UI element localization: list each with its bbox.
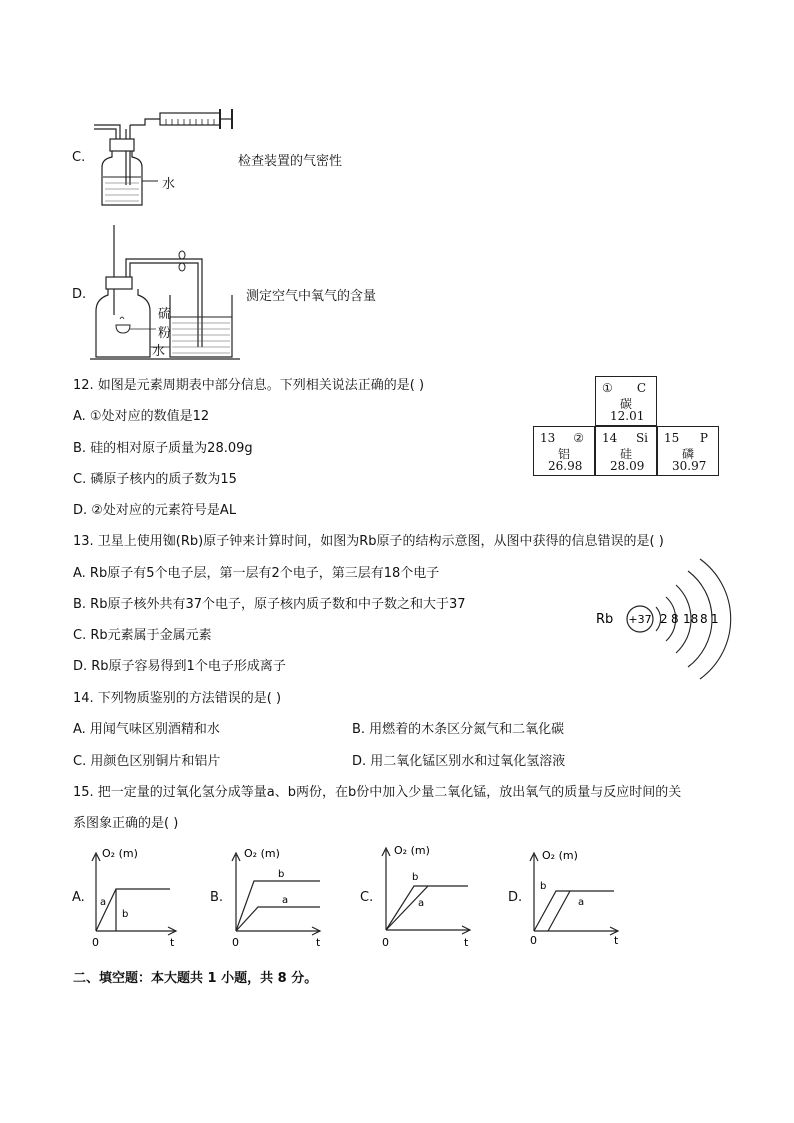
periodic-cell-phosphorus — [657, 426, 719, 476]
powder-label: 粉 — [158, 326, 172, 341]
cell-name: 铝 — [558, 447, 571, 461]
graph-a-letter[interactable]: A. — [72, 890, 85, 905]
q13-option-c[interactable]: C. Rb元素属于金属元素 — [73, 628, 212, 643]
oxygen-measurement-apparatus-figure — [90, 225, 250, 365]
question-15-stem-line2: 系图象正确的是( ) — [73, 816, 179, 831]
sulfur-label: 硫 — [158, 307, 172, 322]
q12-option-c[interactable]: C. 磷原子核内的质子数为15 — [73, 472, 237, 487]
graph-c-curve-b — [386, 886, 468, 930]
cell-symbol: ② — [573, 431, 584, 445]
q14-option-c[interactable]: C. 用颜色区别铜片和铝片 — [73, 754, 221, 769]
q12-option-a[interactable]: A. ①处对应的数值是12 — [73, 409, 210, 424]
option-letter-c: C. — [72, 150, 86, 165]
shell-5-count: 1 — [711, 612, 719, 626]
graph-a-label-a: a — [100, 897, 107, 908]
graph-d-origin: 0 — [530, 934, 537, 947]
graph-a-xlabel: t — [170, 936, 175, 949]
cell-symbol: C — [636, 381, 646, 395]
question-15-stem-line1: 15. 把一定量的过氧化氢分成等量a、b两份，在b份中加入少量二氧化锰，放出氧气的质量与反应时间的关 — [73, 785, 682, 800]
cell-number: 14 — [602, 431, 618, 445]
q14-option-d[interactable]: D. 用二氧化锰区别水和过氧化氢溶液 — [352, 754, 566, 769]
graph-d-xlabel: t — [614, 934, 619, 947]
shell-3-count: 18 — [683, 612, 699, 626]
graph-c-label-a: a — [418, 898, 425, 909]
cell-number: 15 — [664, 431, 680, 445]
cell-name: 硅 — [620, 447, 633, 461]
graph-b-xlabel: t — [316, 936, 321, 949]
periodic-cell-carbon — [595, 376, 657, 426]
q13-option-d[interactable]: D. Rb原子容易得到1个电子形成离子 — [73, 659, 286, 674]
question-14-stem: 14. 下列物质鉴别的方法错误的是( ) — [73, 691, 282, 706]
graph-a-curve-a — [96, 889, 170, 931]
rubidium-atom-diagram — [590, 555, 730, 685]
graph-d-letter[interactable]: D. — [508, 890, 523, 905]
cell-number: ① — [602, 381, 613, 395]
question-12-stem: 12. 如图是元素周期表中部分信息。下列相关说法正确的是( ) — [73, 378, 425, 393]
graph-b-letter[interactable]: B. — [210, 890, 224, 905]
graph-b-curve-b — [236, 881, 320, 931]
shell-1-count: 2 — [660, 612, 668, 626]
graph-c — [378, 840, 478, 948]
graph-d-label-b: b — [540, 881, 547, 892]
graph-b-origin: 0 — [232, 936, 239, 949]
shell-4-count: 8 — [700, 612, 708, 626]
graph-d-label-a: a — [578, 897, 585, 908]
graph-b-label-a: a — [282, 895, 289, 906]
q13-option-a[interactable]: A. Rb原子有5个电子层，第一层有2个电子，第三层有18个电子 — [73, 566, 440, 581]
airtightness-apparatus-figure — [90, 105, 250, 215]
question-13-stem: 13. 卫星上使用铷(Rb)原子钟来计算时间，如图为Rb原子的结构示意图，从图中获得的信息错误的是( ) — [73, 534, 664, 549]
q13-option-b[interactable]: B. Rb原子核外共有37个电子，原子核内质子数和中子数之和大于37 — [73, 597, 466, 612]
periodic-cell-aluminium — [533, 426, 595, 476]
option-c-description: 检查装置的气密性 — [238, 154, 343, 169]
graph-b — [228, 845, 328, 950]
graph-a-label-b: b — [122, 909, 129, 920]
atom-symbol: Rb — [596, 612, 614, 627]
cell-mass: 26.98 — [548, 459, 583, 473]
graph-c-label-b: b — [412, 872, 419, 883]
graph-a — [88, 845, 188, 950]
q14-option-a[interactable]: A. 用闻气味区别酒精和水 — [73, 722, 220, 737]
q14-option-b[interactable]: B. 用燃着的木条区分氮气和二氧化碳 — [352, 722, 565, 737]
nucleus-charge: +37 — [628, 613, 652, 626]
cell-name: 碳 — [620, 397, 633, 411]
cell-name: 磷 — [682, 447, 695, 461]
section-2-heading: 二、填空题：本大题共 1 小题，共 8 分。 — [73, 971, 318, 986]
water-label: 水 — [162, 177, 176, 192]
cell-mass: 30.97 — [672, 459, 707, 473]
graph-d — [526, 845, 626, 950]
q12-option-b[interactable]: B. 硅的相对原子质量为28.09g — [73, 441, 253, 456]
graph-b-curve-a — [236, 907, 320, 931]
graph-b-ylabel: O₂ (m) — [244, 847, 280, 860]
graph-c-letter[interactable]: C. — [360, 890, 374, 905]
graph-d-curve-b — [534, 891, 614, 931]
cell-symbol: Si — [635, 431, 648, 445]
option-d-description: 测定空气中氧气的含量 — [246, 289, 377, 304]
graph-b-label-b: b — [278, 869, 285, 880]
graph-c-origin: 0 — [382, 936, 389, 949]
cell-number: 13 — [540, 431, 556, 445]
graph-a-origin: 0 — [92, 936, 99, 949]
q12-option-d[interactable]: D. ②处对应的元素符号是AL — [73, 503, 237, 518]
graph-c-xlabel: t — [464, 936, 469, 949]
shell-2-count: 8 — [671, 612, 679, 626]
graph-d-curve-a — [548, 891, 570, 931]
graph-a-ylabel: O₂ (m) — [102, 847, 138, 860]
cell-symbol: P — [699, 431, 708, 445]
water-label-d: 水 — [152, 344, 166, 359]
graph-d-ylabel: O₂ (m) — [542, 849, 578, 862]
periodic-cell-silicon — [595, 426, 657, 476]
graph-c-ylabel: O₂ (m) — [394, 844, 430, 857]
cell-mass: 28.09 — [610, 459, 645, 473]
option-letter-d: D. — [72, 287, 87, 302]
cell-mass: 12.01 — [610, 409, 645, 423]
